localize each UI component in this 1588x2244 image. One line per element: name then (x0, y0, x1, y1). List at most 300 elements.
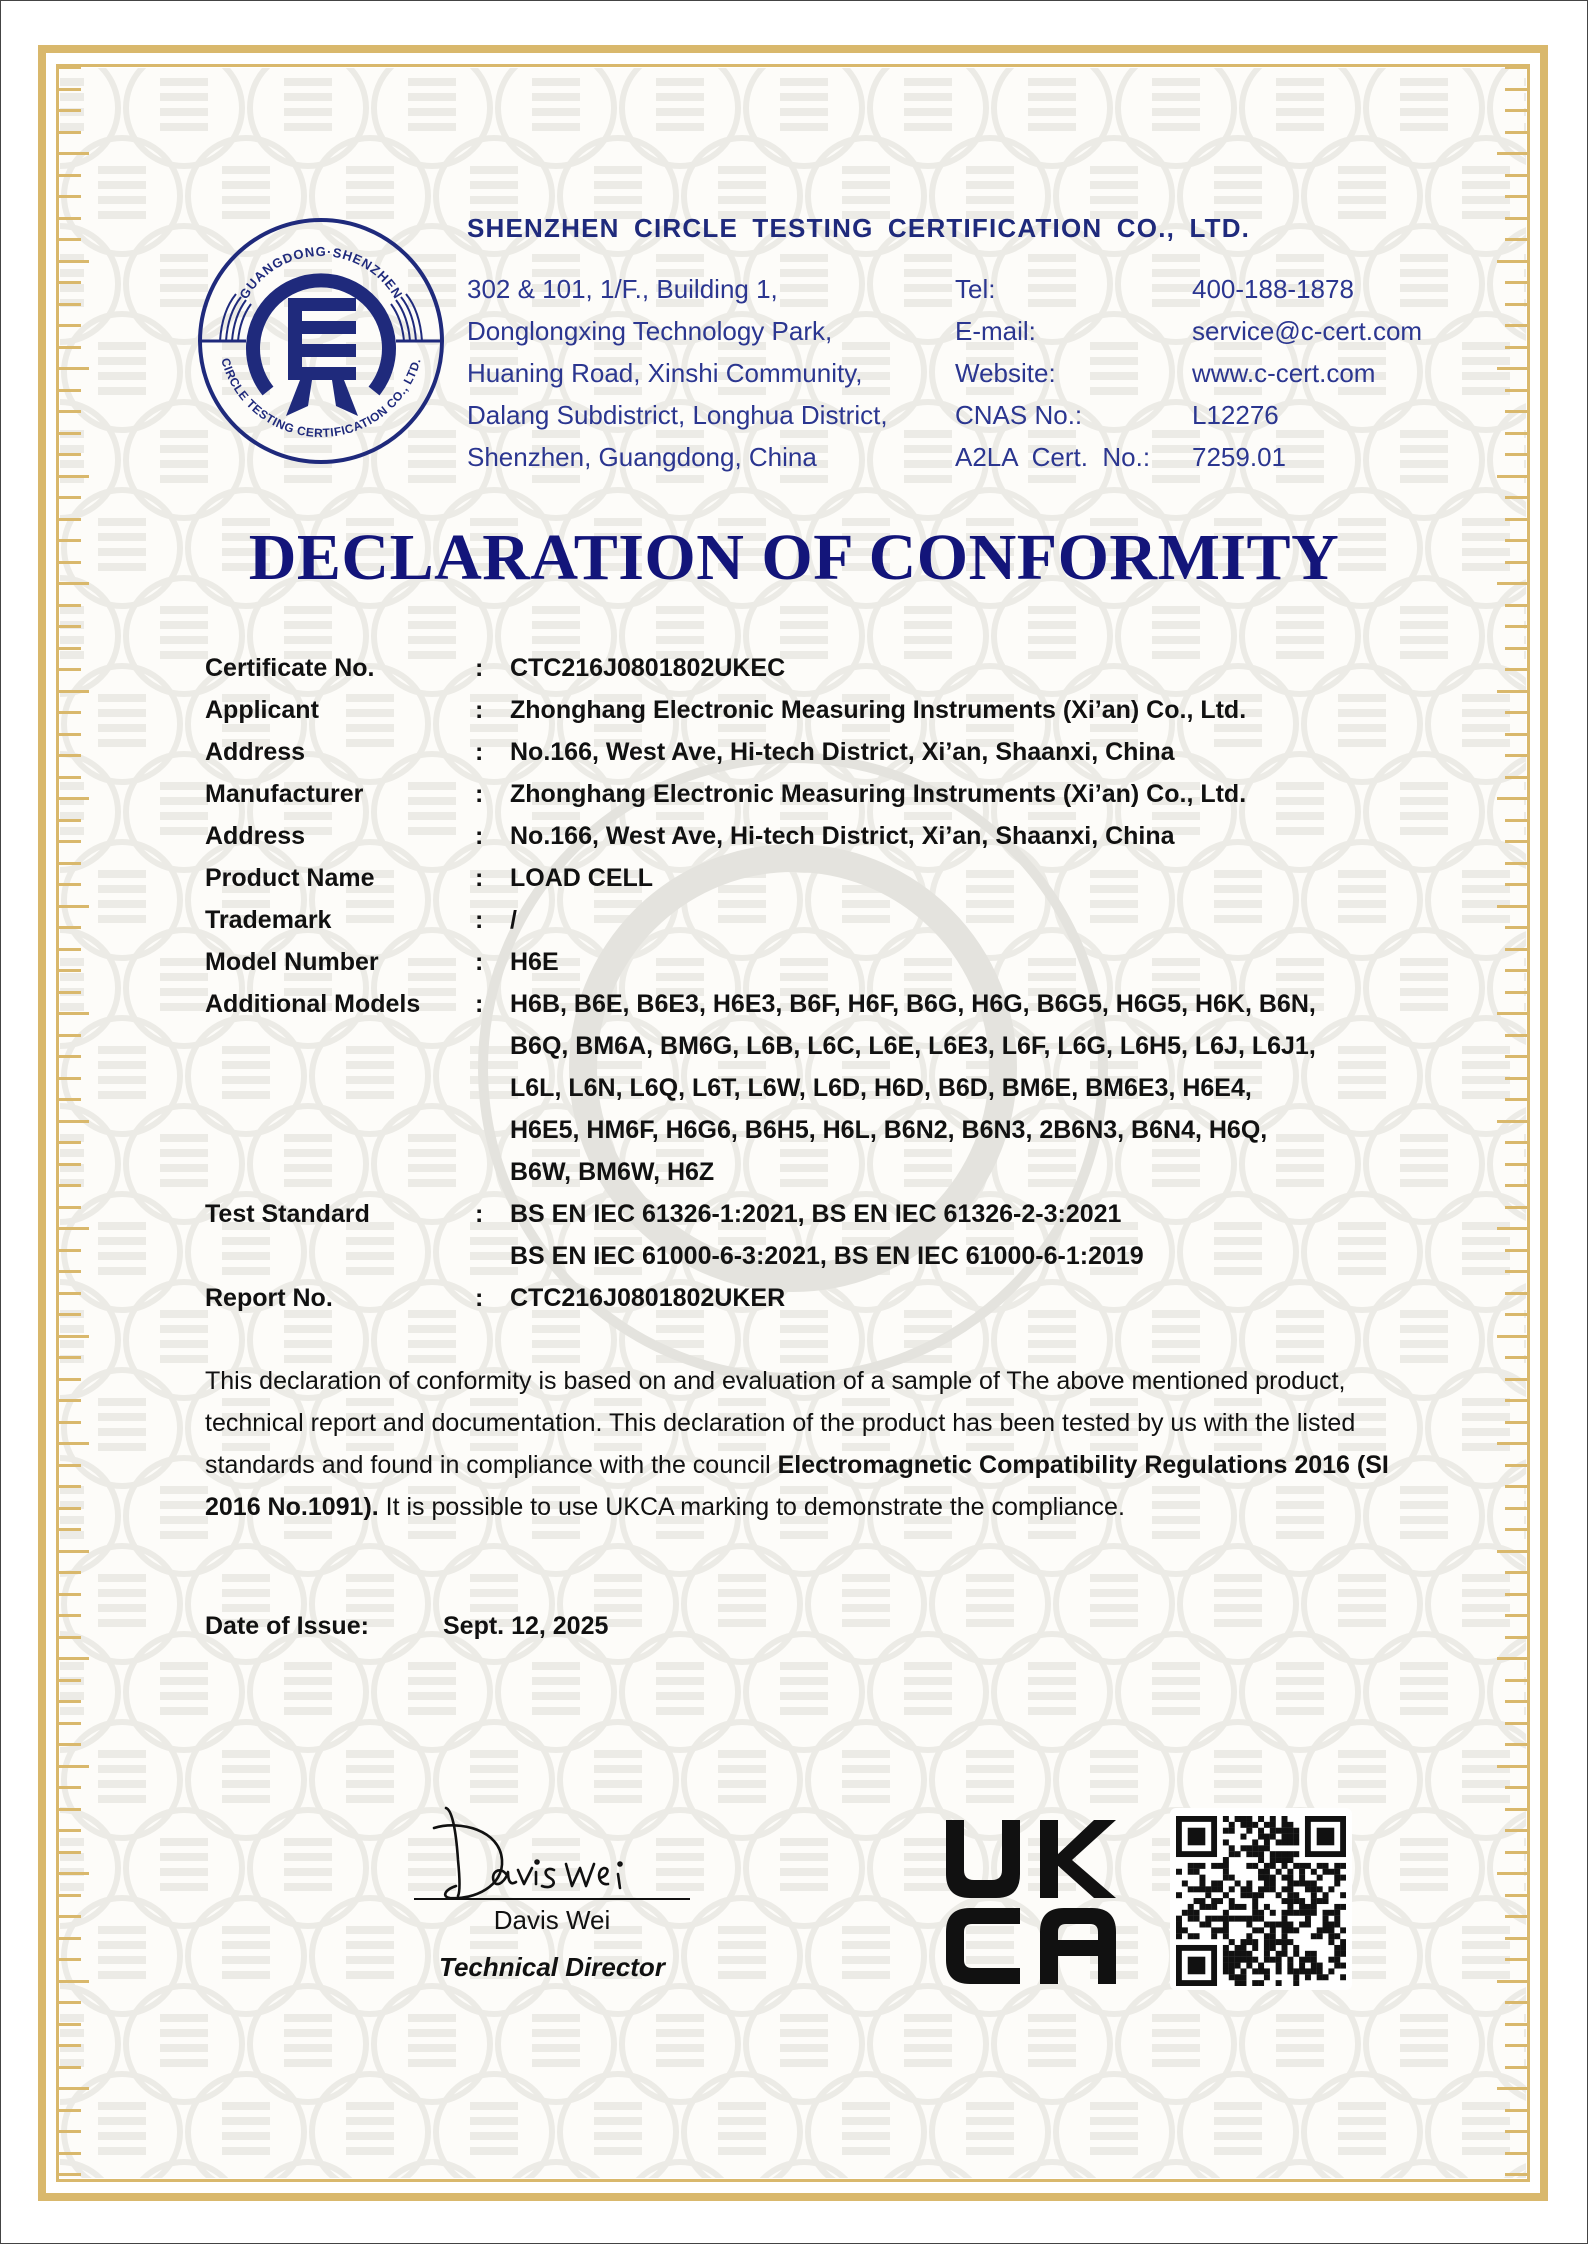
qr-module (1328, 1939, 1334, 1945)
certificate-fields (205, 647, 1455, 1319)
qr-module (1246, 1957, 1252, 1963)
qr-module (1293, 1945, 1299, 1951)
qr-code-icon (1176, 1816, 1346, 1986)
qr-module (1252, 1863, 1258, 1869)
qr-module (1229, 1974, 1235, 1980)
qr-module (1258, 1828, 1264, 1834)
qr-module (1246, 1822, 1252, 1828)
qr-module (1270, 1857, 1276, 1863)
qr-module (1252, 1916, 1258, 1922)
date-of-issue-label: Date of Issue: (205, 1612, 369, 1640)
qr-module (1293, 1851, 1299, 1857)
field-value (510, 647, 1455, 689)
field-row (205, 1277, 1455, 1319)
qr-module (1270, 1933, 1276, 1939)
qr-module (1240, 1968, 1246, 1974)
qr-module (1282, 1834, 1288, 1840)
qr-module (1264, 1875, 1270, 1881)
qr-module (1293, 1951, 1299, 1957)
qr-module (1287, 1851, 1293, 1857)
qr-module (1328, 1957, 1334, 1963)
qr-module (1194, 1886, 1200, 1892)
qr-module (1246, 1892, 1252, 1898)
company-logo-icon (196, 216, 446, 466)
field-value (510, 899, 1455, 941)
qr-module (1246, 1951, 1252, 1957)
qr-module (1252, 1957, 1258, 1963)
qr-module (1334, 1957, 1340, 1963)
qr-finder (1188, 1957, 1206, 1975)
qr-module (1264, 1869, 1270, 1875)
qr-module (1188, 1904, 1194, 1910)
field-label: Product Name (205, 864, 375, 892)
qr-module (1252, 1904, 1258, 1910)
field-label: Report No. (205, 1284, 333, 1312)
document-title: DECLARATION OF CONFORMITY (248, 521, 1340, 594)
qr-module (1240, 1892, 1246, 1898)
email-label: E-mail: (955, 316, 1036, 346)
qr-module (1194, 1910, 1200, 1916)
qr-module (1317, 1974, 1323, 1980)
qr-module (1293, 1898, 1299, 1904)
qr-code[interactable] (1170, 1808, 1352, 1990)
qr-module (1223, 1875, 1229, 1881)
qr-module (1188, 1863, 1194, 1869)
qr-module (1311, 1951, 1317, 1957)
qr-module (1282, 1863, 1288, 1869)
qr-module (1258, 1816, 1264, 1822)
qr-module (1334, 1875, 1340, 1881)
statement-regulation: Electromagnetic Compatibility Regulations 2016 (SI 2016 No.1091). (205, 1451, 1389, 1521)
field-row (205, 731, 1455, 773)
qr-module (1223, 1922, 1229, 1928)
qr-module (1264, 1922, 1270, 1928)
qr-module (1235, 1816, 1241, 1822)
qr-module (1270, 1910, 1276, 1916)
qr-module (1276, 1980, 1282, 1986)
qr-module (1305, 1910, 1311, 1916)
qr-module (1240, 1845, 1246, 1851)
qr-module (1334, 1951, 1340, 1957)
qr-module (1270, 1875, 1276, 1881)
contact-labels (955, 268, 1150, 478)
qr-module (1176, 1933, 1182, 1939)
qr-module (1323, 1922, 1329, 1928)
qr-module (1223, 1828, 1229, 1834)
qr-module (1264, 1945, 1270, 1951)
qr-module (1258, 1916, 1264, 1922)
qr-module (1282, 1875, 1288, 1881)
field-row (205, 815, 1455, 857)
qr-module (1217, 1886, 1223, 1892)
qr-module (1176, 1892, 1182, 1898)
qr-module (1282, 1839, 1288, 1845)
field-row (205, 899, 1455, 941)
qr-module (1311, 1933, 1317, 1939)
qr-module (1264, 1886, 1270, 1892)
qr-module (1199, 1898, 1205, 1904)
qr-module (1246, 1939, 1252, 1945)
qr-module (1282, 1822, 1288, 1828)
qr-module (1317, 1968, 1323, 1974)
qr-module (1282, 1927, 1288, 1933)
qr-module (1240, 1834, 1246, 1840)
field-row (205, 689, 1455, 731)
qr-module (1223, 1968, 1229, 1974)
field-value (510, 941, 1455, 983)
qr-module (1252, 1939, 1258, 1945)
qr-module (1205, 1904, 1211, 1910)
qr-module (1258, 1963, 1264, 1969)
qr-module (1246, 1863, 1252, 1869)
qr-module (1258, 1892, 1264, 1898)
qr-module (1293, 1892, 1299, 1898)
date-of-issue (205, 1612, 608, 1641)
qr-module (1240, 1886, 1246, 1892)
qr-module (1287, 1939, 1293, 1945)
qr-module (1194, 1933, 1200, 1939)
qr-module (1311, 1957, 1317, 1963)
qr-module (1328, 1933, 1334, 1939)
address-line: Dalang Subdistrict, Longhua District, (467, 400, 888, 430)
qr-module (1276, 1892, 1282, 1898)
qr-module (1246, 1922, 1252, 1928)
qr-module (1305, 1886, 1311, 1892)
qr-module (1258, 1927, 1264, 1933)
address-line: Donglongxing Technology Park, (467, 316, 833, 346)
qr-module (1229, 1951, 1235, 1957)
qr-module (1287, 1968, 1293, 1974)
qr-module (1270, 1957, 1276, 1963)
qr-module (1252, 1851, 1258, 1857)
qr-module (1199, 1886, 1205, 1892)
qr-module (1287, 1875, 1293, 1881)
field-label: Applicant (205, 696, 319, 724)
field-colon: : (475, 738, 484, 766)
website-value[interactable]: www.c-cert.com (1192, 358, 1376, 388)
field-colon: : (475, 1284, 484, 1312)
qr-module (1246, 1880, 1252, 1886)
qr-module (1305, 1863, 1311, 1869)
field-value-line: H6E (510, 948, 559, 976)
qr-module (1293, 1834, 1299, 1840)
qr-module (1258, 1857, 1264, 1863)
qr-module (1311, 1963, 1317, 1969)
qr-module (1235, 1980, 1241, 1986)
qr-module (1199, 1875, 1205, 1881)
qr-module (1229, 1939, 1235, 1945)
qr-module (1223, 1933, 1229, 1939)
field-value-line: CTC216J0801802UKEC (510, 654, 786, 682)
qr-module (1246, 1816, 1252, 1822)
qr-module (1235, 1951, 1241, 1957)
qr-module (1334, 1910, 1340, 1916)
qr-module (1299, 1910, 1305, 1916)
qr-module (1287, 1963, 1293, 1969)
field-colon: : (475, 696, 484, 724)
qr-module (1287, 1857, 1293, 1863)
qr-module (1264, 1834, 1270, 1840)
qr-module (1264, 1880, 1270, 1886)
qr-module (1305, 1951, 1311, 1957)
qr-module (1305, 1922, 1311, 1928)
field-label: Test Standard (205, 1200, 370, 1228)
qr-module (1182, 1910, 1188, 1916)
qr-module (1223, 1957, 1229, 1963)
qr-module (1264, 1957, 1270, 1963)
field-row (205, 941, 1455, 983)
qr-module (1205, 1886, 1211, 1892)
qr-module (1334, 1916, 1340, 1922)
qr-module (1182, 1927, 1188, 1933)
qr-module (1252, 1898, 1258, 1904)
qr-module (1287, 1957, 1293, 1963)
signer-title: Technical Director (439, 1952, 665, 1982)
qr-module (1317, 1927, 1323, 1933)
field-label: Address (205, 738, 306, 766)
field-value-line: Zhonghang Electronic Measuring Instruments (Xi’an) Co., Ltd. (510, 696, 1247, 724)
qr-module (1176, 1922, 1182, 1928)
qr-module (1293, 1968, 1299, 1974)
qr-module (1188, 1910, 1194, 1916)
qr-module (1287, 1869, 1293, 1875)
qr-module (1264, 1863, 1270, 1869)
qr-module (1258, 1845, 1264, 1851)
qr-module (1287, 1822, 1293, 1828)
qr-module (1223, 1945, 1229, 1951)
field-colon: : (475, 906, 484, 934)
conformity-statement (205, 1360, 1415, 1528)
field-row (205, 857, 1455, 899)
field-colon: : (475, 654, 484, 682)
qr-module (1287, 1828, 1293, 1834)
qr-module (1340, 1945, 1346, 1951)
qr-module (1282, 1816, 1288, 1822)
qr-module (1282, 1857, 1288, 1863)
qr-module (1317, 1886, 1323, 1892)
qr-module (1317, 1898, 1323, 1904)
qr-module (1299, 1863, 1305, 1869)
qr-module (1264, 1951, 1270, 1957)
qr-module (1246, 1851, 1252, 1857)
qr-module (1182, 1880, 1188, 1886)
qr-module (1305, 1974, 1311, 1980)
qr-module (1229, 1851, 1235, 1857)
qr-module (1328, 1869, 1334, 1875)
qr-module (1270, 1939, 1276, 1945)
signature-line (414, 1898, 690, 1900)
qr-module (1235, 1963, 1241, 1969)
qr-module (1252, 1910, 1258, 1916)
qr-module (1258, 1968, 1264, 1974)
qr-module (1258, 1910, 1264, 1916)
qr-module (1229, 1957, 1235, 1963)
qr-module (1246, 1916, 1252, 1922)
qr-module (1293, 1828, 1299, 1834)
qr-module (1223, 1863, 1229, 1869)
qr-module (1323, 1916, 1329, 1922)
field-value-line: H6E5, HM6F, H6G6, B6H5, H6L, B6N2, B6N3, 2B6N3, B6N4, H6Q, (510, 1116, 1268, 1144)
qr-module (1270, 1880, 1276, 1886)
qr-module (1270, 1922, 1276, 1928)
qr-module (1323, 1869, 1329, 1875)
qr-module (1223, 1916, 1229, 1922)
qr-module (1311, 1892, 1317, 1898)
qr-module (1293, 1910, 1299, 1916)
field-value-line: B6W, BM6W, H6Z (510, 1158, 715, 1186)
signature-icon (430, 1800, 670, 1910)
qr-module (1299, 1963, 1305, 1969)
qr-module (1258, 1834, 1264, 1840)
field-value-line: CTC216J0801802UKER (510, 1284, 786, 1312)
qr-module (1240, 1939, 1246, 1945)
qr-module (1287, 1839, 1293, 1845)
qr-module (1334, 1904, 1340, 1910)
field-value-line: LOAD CELL (510, 864, 654, 892)
qr-module (1311, 1968, 1317, 1974)
qr-module (1305, 1957, 1311, 1963)
field-value (510, 983, 1455, 1193)
statement-text: This declaration of conformity is based on and evaluation of a sample of The above mentioned product, technical report and documentation. This declaration of the product has been tested by us with the listed standards and found in compliance with the council (205, 1367, 1356, 1479)
qr-module (1264, 1845, 1270, 1851)
field-row (205, 647, 1455, 689)
field-colon: : (475, 1200, 484, 1228)
qr-module (1264, 1839, 1270, 1845)
qr-module (1264, 1939, 1270, 1945)
qr-module (1282, 1886, 1288, 1892)
qr-module (1323, 1974, 1329, 1980)
qr-module (1293, 1863, 1299, 1869)
field-colon: : (475, 822, 484, 850)
qr-module (1223, 1927, 1229, 1933)
field-label: Model Number (205, 948, 379, 976)
qr-finder (1188, 1828, 1206, 1846)
qr-module (1340, 1904, 1346, 1910)
qr-module (1240, 1816, 1246, 1822)
qr-module (1194, 1898, 1200, 1904)
qr-module (1264, 1968, 1270, 1974)
field-label: Additional Models (205, 990, 421, 1018)
qr-module (1293, 1927, 1299, 1933)
qr-module (1258, 1869, 1264, 1875)
field-colon: : (475, 948, 484, 976)
qr-module (1276, 1951, 1282, 1957)
qr-module (1229, 1904, 1235, 1910)
qr-module (1223, 1816, 1229, 1822)
statement-text-end: It is possible to use UKCA marking to demonstrate the compliance. (378, 1493, 1125, 1521)
field-value-line: B6Q, BM6A, BM6G, L6B, L6C, L6E, L6E3, L6F, L6G, L6H5, L6J, L6J1, (510, 1032, 1316, 1060)
contact-values (1192, 268, 1422, 478)
cnas-label: CNAS No.: (955, 400, 1083, 430)
qr-module (1287, 1927, 1293, 1933)
qr-module (1293, 1974, 1299, 1980)
qr-module (1334, 1933, 1340, 1939)
qr-module (1229, 1963, 1235, 1969)
qr-module (1340, 1892, 1346, 1898)
qr-module (1240, 1951, 1246, 1957)
qr-module (1176, 1916, 1182, 1922)
qr-module (1205, 1892, 1211, 1898)
qr-module (1211, 1886, 1217, 1892)
qr-module (1323, 1863, 1329, 1869)
qr-module (1282, 1945, 1288, 1951)
qr-module (1340, 1963, 1346, 1969)
qr-module (1211, 1927, 1217, 1933)
qr-module (1282, 1951, 1288, 1957)
field-colon: : (475, 990, 484, 1018)
qr-module (1235, 1851, 1241, 1857)
qr-module (1229, 1845, 1235, 1851)
qr-finder (1317, 1828, 1335, 1846)
qr-module (1252, 1892, 1258, 1898)
qr-module (1311, 1898, 1317, 1904)
address-line: 302 & 101, 1/F., Building 1, (467, 274, 778, 304)
qr-module (1340, 1875, 1346, 1881)
qr-module (1264, 1904, 1270, 1910)
field-colon: : (475, 864, 484, 892)
qr-module (1264, 1974, 1270, 1980)
field-value (510, 773, 1455, 815)
qr-module (1240, 1957, 1246, 1963)
qr-module (1199, 1863, 1205, 1869)
qr-module (1276, 1939, 1282, 1945)
website-label: Website: (955, 358, 1056, 388)
qr-module (1194, 1863, 1200, 1869)
qr-module (1282, 1933, 1288, 1939)
qr-module (1282, 1910, 1288, 1916)
email-value[interactable]: service@c-cert.com (1192, 316, 1423, 346)
field-label: Manufacturer (205, 780, 364, 808)
qr-module (1270, 1945, 1276, 1951)
qr-module (1287, 1910, 1293, 1916)
qr-module (1264, 1933, 1270, 1939)
company-name: SHENZHEN CIRCLE TESTING CERTIFICATION CO., LTD. (467, 213, 1251, 243)
field-value-line: L6L, L6N, L6Q, L6T, L6W, L6D, H6D, B6D, BM6E, BM6E3, H6E4, (510, 1074, 1252, 1102)
qr-module (1217, 1898, 1223, 1904)
qr-module (1258, 1886, 1264, 1892)
qr-module (1229, 1916, 1235, 1922)
field-value-line: No.166, West Ave, Hi-tech District, Xi’an, Shaanxi, China (510, 738, 1175, 766)
qr-module (1287, 1898, 1293, 1904)
qr-module (1235, 1957, 1241, 1963)
field-value (510, 1193, 1455, 1277)
qr-module (1246, 1845, 1252, 1851)
qr-module (1176, 1869, 1182, 1875)
qr-module (1252, 1980, 1258, 1986)
qr-module (1282, 1939, 1288, 1945)
qr-module (1334, 1963, 1340, 1969)
qr-module (1194, 1869, 1200, 1875)
tel-value: 400-188-1878 (1192, 274, 1354, 304)
field-value (510, 815, 1455, 857)
address-line: Shenzhen, Guangdong, China (467, 442, 817, 472)
qr-module (1276, 1963, 1282, 1969)
qr-module (1229, 1898, 1235, 1904)
qr-module (1282, 1916, 1288, 1922)
field-value (510, 857, 1455, 899)
qr-module (1217, 1916, 1223, 1922)
qr-module (1188, 1933, 1194, 1939)
qr-module (1235, 1916, 1241, 1922)
qr-module (1328, 1927, 1334, 1933)
qr-module (1276, 1968, 1282, 1974)
field-row (205, 773, 1455, 815)
qr-module (1270, 1863, 1276, 1869)
qr-module (1323, 1927, 1329, 1933)
qr-module (1252, 1845, 1258, 1851)
qr-module (1299, 1968, 1305, 1974)
qr-module (1246, 1963, 1252, 1969)
